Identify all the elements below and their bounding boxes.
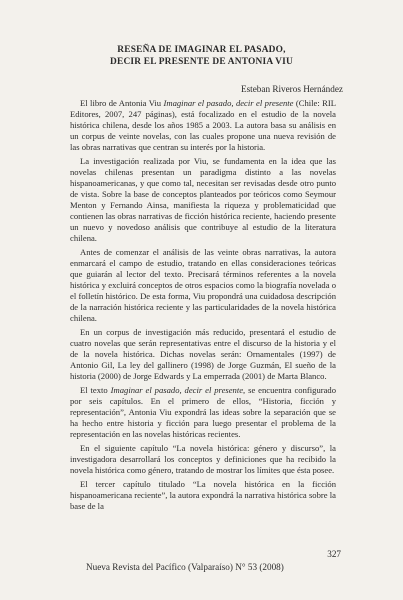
paragraph-4: En un corpus de investigación más reducido, presentará el estudio de cuatro novelas que serán representativas entre el discurso de la historia y el de la novela histórica. Dichas novelas serán: Ornamentales (1997) de Antonio Gil, La ley del gallinero (1998) de Jorge Guzmán, El sueño de la historia (2000) de Jorge Edwards y La emperrada (2001) de Marta Blanco. bbox=[70, 327, 336, 381]
page-number: 327 bbox=[327, 549, 341, 559]
paragraph-6: En el siguiente capítulo “La novela histórica: género y discurso”, la investigadora desarrollará los conceptos y definiciones que ha recibido la novela histórica como género, tratando de mostrar los límites que ésta posee. bbox=[70, 443, 336, 475]
body-text bbox=[70, 98, 336, 515]
paragraph-1-intro: El libro de Antonia Viu bbox=[80, 98, 164, 108]
paragraph-5 bbox=[70, 385, 336, 440]
title-line-1: RESEÑA DE IMAGINAR EL PASADO, bbox=[117, 45, 286, 55]
book-title-italic: Imaginar el pasado, decir el presente bbox=[110, 385, 244, 395]
paragraph-2: La investigación realizada por Viu, se fundamenta en la idea que las novelas chilenas presentan un paradigma distinto a las novelas hispanoamericanas, y que como tal, necesitan ser revisadas desde otro punto de vista. Sobre la base de conceptos planteados por teóricos como Seymour Menton y Fernando Ainsa, manifiesta la riqueza y problematicidad que contienen las obras narrativas de ficción histórica reciente, haciendo presente un nuevo y novedoso análisis que contribuye al estudio de la literatura chilena. bbox=[70, 156, 336, 243]
paragraph-1 bbox=[70, 98, 336, 153]
paragraph-1-rest: (Chile: RIL Editores, 2007, 247 páginas), está focalizado en el estudio de la novela histórica chilena, desde los años 1985 a 2003. La autora basa su análisis en un corpus de veinte novelas, con las cuales propone una nueva revisión de las obras narrativas que centran su interés por la historia. bbox=[70, 98, 337, 152]
title-line-2: DECIR EL PRESENTE DE ANTONIA VIU bbox=[110, 57, 293, 67]
journal-citation: Nueva Revista del Pacífico (Valparaíso) N° 53 (2008) bbox=[86, 562, 284, 572]
review-title bbox=[0, 44, 403, 68]
paragraph-5-intro: El texto bbox=[80, 385, 111, 395]
paragraph-3: Antes de comenzar el análisis de las veinte obras narrativas, la autora enmarcará el campo de estudio, tratando en ellas consideraciones teóricas que guiarán al lector del texto. Precisará términos referentes a la novela histórica y excluirá conceptos de otros espacios como la biografía novelada o el folletín histórico. De esta forma, Viu propondrá una cuidadosa descripción de la narración histórica reciente y las particularidades de la novela histórica chilena. bbox=[70, 247, 336, 323]
author-name: Esteban Riveros Hernández bbox=[240, 84, 343, 94]
book-title-italic: Imaginar el pasado, decir el presente bbox=[163, 98, 294, 108]
paragraph-7: El tercer capítulo titulado “La novela histórica en la ficción hispanoamericana reciente”, la autora expondrá la narrativa histórica sobre la base de la bbox=[70, 479, 336, 511]
paragraph-5-rest: , se encuentra configurado por seis capítulos. En el primero de ellos, “Historia, ficción y representación”, Antonia Viu expondrá las ideas sobre la separación que se ha hecho entre historia y ficción para luego presentar el problema de la representación en las novelas históricas recientes. bbox=[70, 385, 337, 439]
